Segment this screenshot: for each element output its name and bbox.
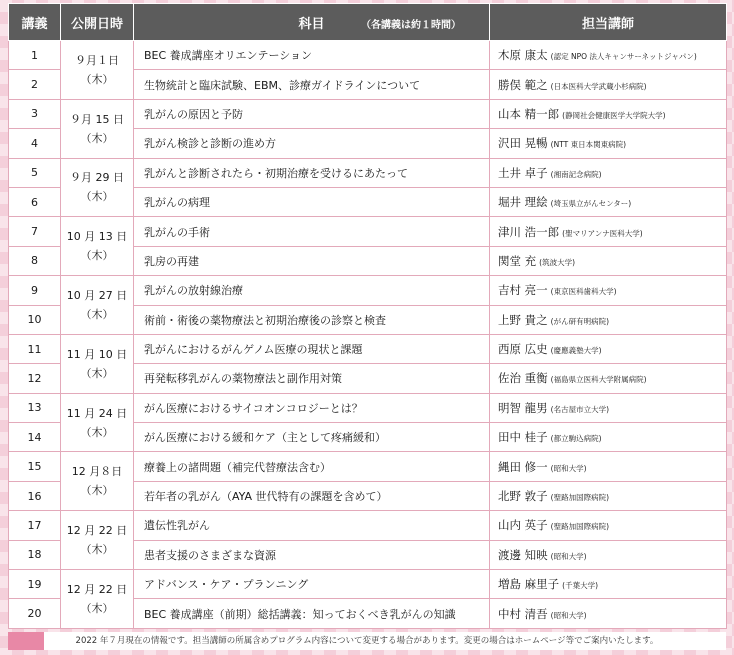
session-weekday: （木）	[80, 190, 114, 204]
lecture-number: 8	[9, 246, 61, 275]
lecture-subject: 遺伝性乳がん	[134, 511, 490, 540]
session-date	[61, 276, 134, 335]
lecture-teacher	[490, 423, 727, 452]
session-date-day: ９月１日	[75, 53, 119, 67]
lecture-number: 9	[9, 276, 61, 305]
teacher-name: 木原 康太	[498, 48, 548, 63]
session-weekday: （木）	[80, 72, 114, 86]
lecture-teacher	[490, 481, 727, 510]
teacher-affiliation: (昭和大学)	[550, 463, 587, 473]
table-row	[9, 570, 727, 599]
lecture-teacher	[490, 99, 727, 128]
session-date-day: 12 月 22 日	[66, 582, 128, 596]
session-date-day: 12 月 22 日	[66, 524, 128, 538]
table-row	[9, 334, 727, 363]
lecture-teacher	[490, 276, 727, 305]
teacher-name: 関堂 充	[498, 253, 537, 268]
teacher-affiliation: (都立駒込病院)	[550, 434, 602, 444]
lecture-subject: 乳がんの原因と予防	[134, 99, 490, 128]
session-weekday: （木）	[80, 249, 114, 263]
session-date-day: ９月 15 日	[70, 112, 124, 126]
session-weekday: （木）	[80, 484, 114, 498]
lecture-subject: 乳がんの放射線治療	[134, 276, 490, 305]
teacher-name: 中村 清吾	[498, 606, 548, 621]
lecture-teacher	[490, 217, 727, 246]
lecture-subject: BEC 養成講座（前期）総括講義：知っておくべき乳がんの知識	[134, 599, 490, 628]
session-date	[61, 334, 134, 393]
lecture-number: 12	[9, 364, 61, 393]
teacher-name: 明智 龍男	[498, 400, 548, 415]
lecture-teacher	[490, 187, 727, 216]
teacher-name: 土井 卓子	[498, 165, 548, 180]
session-date	[61, 393, 134, 452]
teacher-affiliation: (がん研有明病院)	[550, 316, 610, 326]
lecture-teacher	[490, 246, 727, 275]
lecture-number: 18	[9, 540, 61, 569]
session-date	[61, 158, 134, 217]
header-subject	[134, 4, 490, 41]
teacher-name: 増島 麻里子	[498, 577, 560, 592]
lecture-number: 3	[9, 99, 61, 128]
lecture-number: 11	[9, 334, 61, 363]
session-weekday: （木）	[80, 543, 114, 557]
header-subject-note: （各講義は約１時間）	[361, 20, 461, 31]
teacher-affiliation: (NTT 東日本関東病院)	[550, 140, 627, 150]
lecture-subject: 術前・術後の薬物療法と初期治療後の診察と検査	[134, 305, 490, 334]
lecture-subject: 再発転移乳がんの薬物療法と副作用対策	[134, 364, 490, 393]
header-date: 公開日時	[61, 4, 134, 41]
lecture-subject: 患者支援のさまざまな資源	[134, 540, 490, 569]
lecture-number: 20	[9, 599, 61, 628]
lecture-subject: 乳がん検診と診断の進め方	[134, 129, 490, 158]
lecture-subject: 乳がんにおけるがんゲノム医療の現状と課題	[134, 334, 490, 363]
header-subject-label: 科目	[298, 16, 325, 32]
session-weekday: （木）	[80, 425, 114, 439]
session-date	[61, 570, 134, 629]
teacher-name: 吉村 亮一	[498, 283, 548, 298]
teacher-affiliation: (昭和大学)	[550, 610, 587, 620]
teacher-affiliation: (筑波大学)	[539, 257, 576, 267]
teacher-affiliation: (湘南記念病院)	[550, 169, 602, 179]
teacher-affiliation: (福島県立医科大学附属病院)	[550, 375, 647, 385]
teacher-affiliation: (慶應義塾大学)	[550, 346, 602, 356]
header-lecture: 講義	[9, 4, 61, 41]
session-weekday: （木）	[80, 601, 114, 615]
teacher-name: 田中 桂子	[498, 430, 548, 445]
teacher-name: 堀井 理絵	[498, 195, 548, 210]
session-date-day: 11 月 10 日	[66, 347, 128, 361]
teacher-name: 縄田 修一	[498, 459, 548, 474]
teacher-affiliation: (千葉大学)	[562, 581, 599, 591]
session-date	[61, 452, 134, 511]
table-row	[9, 158, 727, 187]
lecture-number: 16	[9, 481, 61, 510]
table-row	[9, 511, 727, 540]
table-row	[9, 99, 727, 128]
teacher-name: 上野 貴之	[498, 312, 548, 327]
teacher-name: 西原 広史	[498, 342, 548, 357]
session-date-day: 10 月 13 日	[66, 230, 128, 244]
lecture-teacher	[490, 364, 727, 393]
teacher-name: 北野 敦子	[498, 489, 548, 504]
schedule-table	[8, 3, 727, 629]
lecture-number: 2	[9, 70, 61, 99]
teacher-name: 山内 英子	[498, 518, 548, 533]
table-row	[9, 393, 727, 422]
teacher-affiliation: (昭和大学)	[550, 551, 587, 561]
lecture-teacher	[490, 599, 727, 628]
lecture-number: 13	[9, 393, 61, 422]
lecture-subject: アドバンス・ケア・プランニング	[134, 570, 490, 599]
lecture-teacher	[490, 305, 727, 334]
footer-accent-bar	[8, 632, 44, 650]
session-date	[61, 511, 134, 570]
lecture-subject: BEC 養成講座オリエンテーション	[134, 41, 490, 70]
session-weekday: （木）	[80, 308, 114, 322]
lecture-number: 15	[9, 452, 61, 481]
lecture-number: 6	[9, 187, 61, 216]
lecture-teacher	[490, 129, 727, 158]
teacher-affiliation: (聖マリアンナ医科大学)	[562, 228, 643, 238]
lecture-subject: 若年者の乳がん（AYA 世代特有の課題を含めて）	[134, 481, 490, 510]
lecture-number: 1	[9, 41, 61, 70]
teacher-name: 沢田 晃暢	[498, 136, 548, 151]
lecture-subject: 乳がんの病理	[134, 187, 490, 216]
teacher-affiliation: (静岡社会健康医学大学院大学)	[562, 110, 666, 120]
session-date	[61, 99, 134, 158]
session-date	[61, 217, 134, 276]
lecture-teacher	[490, 511, 727, 540]
lecture-subject: がん医療における緩和ケア（主として疼痛緩和）	[134, 423, 490, 452]
teacher-name: 佐治 重衡	[498, 371, 548, 386]
lecture-teacher	[490, 452, 727, 481]
teacher-name: 山本 精一郎	[498, 106, 560, 121]
teacher-name: 勝俣 範之	[498, 77, 548, 92]
teacher-name: 津川 浩一郎	[498, 224, 560, 239]
lecture-teacher	[490, 158, 727, 187]
lecture-teacher	[490, 70, 727, 99]
lecture-subject: 乳房の再建	[134, 246, 490, 275]
table-row	[9, 276, 727, 305]
header-teacher: 担当講師	[490, 4, 727, 41]
teacher-affiliation: (認定 NPO 法人キャンサーネットジャパン)	[550, 52, 697, 62]
lecture-number: 17	[9, 511, 61, 540]
lecture-teacher	[490, 393, 727, 422]
teacher-affiliation: (聖路加国際病院)	[550, 493, 610, 503]
lecture-subject: がん医療におけるサイコオンコロジーとは？	[134, 393, 490, 422]
lecture-subject: 生物統計と臨床試験、EBM、診療ガイドラインについて	[134, 70, 490, 99]
teacher-affiliation: (聖路加国際病院)	[550, 522, 610, 532]
lecture-number: 10	[9, 305, 61, 334]
session-date	[61, 41, 134, 100]
lecture-subject: 療養上の諸問題（補完代替療法含む）	[134, 452, 490, 481]
lecture-subject: 乳がんの手術	[134, 217, 490, 246]
session-date-day: 11 月 24 日	[66, 406, 128, 420]
table-row	[9, 217, 727, 246]
teacher-affiliation: (日本医科大学武蔵小杉病院)	[550, 81, 647, 91]
teacher-affiliation: (名古屋市立大学)	[550, 404, 610, 414]
lecture-number: 7	[9, 217, 61, 246]
table-row	[9, 41, 727, 70]
lecture-number: 5	[9, 158, 61, 187]
teacher-affiliation: (埼玉県立がんセンター)	[550, 199, 632, 209]
lecture-teacher	[490, 570, 727, 599]
lecture-number: 19	[9, 570, 61, 599]
session-date-day: 10 月 27 日	[66, 289, 128, 303]
session-weekday: （木）	[80, 366, 114, 380]
footer-note: 2022 年７月現在の情報です。担当講師の所属含めプログラム内容について変更する場合があります。変更の場合はホームページ等でご案内いたします。	[8, 632, 726, 650]
lecture-teacher	[490, 334, 727, 363]
session-weekday: （木）	[80, 131, 114, 145]
session-date-day: ９月 29 日	[70, 171, 124, 185]
session-date-day: 12 月８日	[71, 465, 123, 479]
teacher-name: 渡邊 知映	[498, 547, 548, 562]
header-row	[9, 4, 727, 41]
lecture-subject: 乳がんと診断されたら・初期治療を受けるにあたって	[134, 158, 490, 187]
table-row	[9, 452, 727, 481]
lecture-number: 14	[9, 423, 61, 452]
lecture-teacher	[490, 540, 727, 569]
lecture-number: 4	[9, 129, 61, 158]
lecture-teacher	[490, 41, 727, 70]
teacher-affiliation: (東京医科歯科大学)	[550, 287, 617, 297]
